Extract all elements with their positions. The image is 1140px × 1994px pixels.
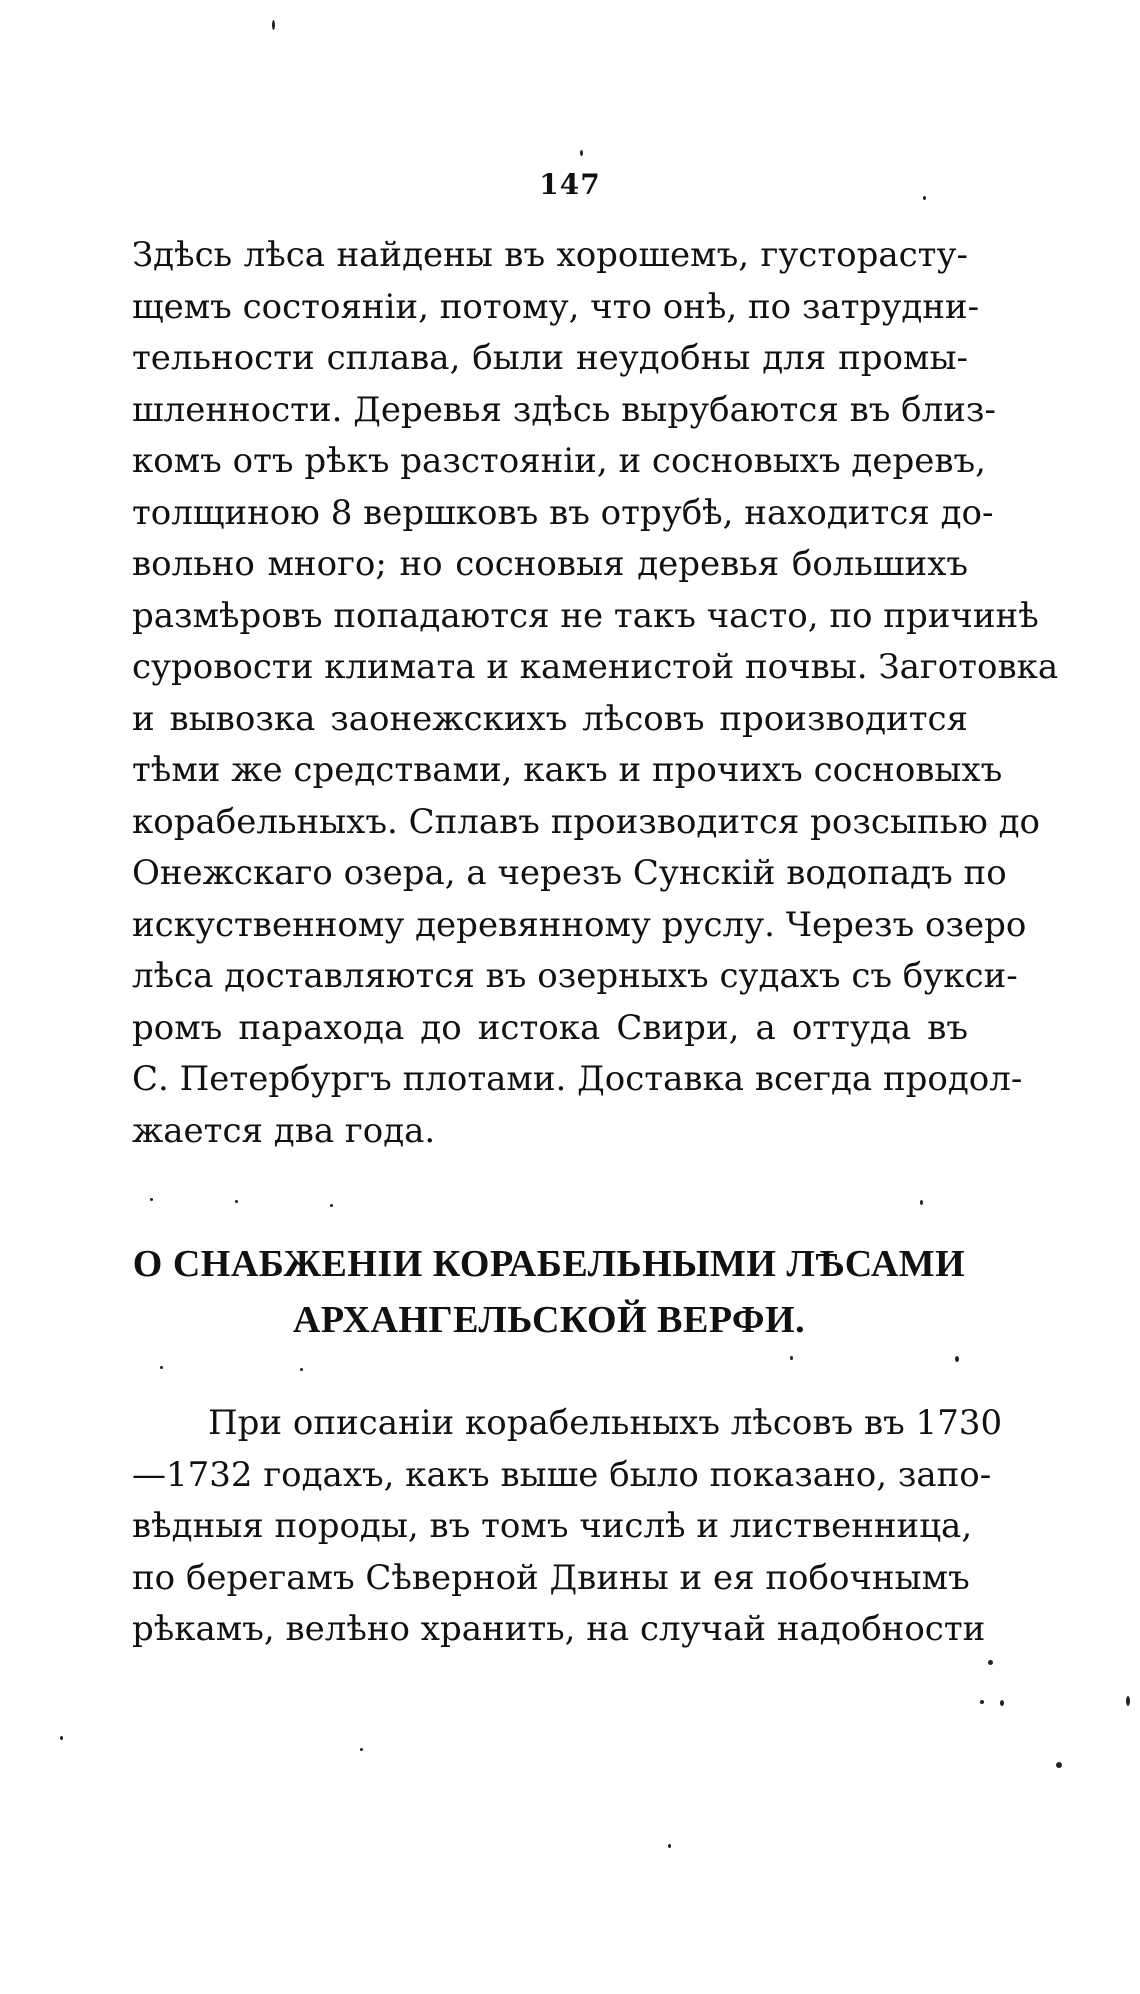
scan-speck [980, 1700, 984, 1704]
text-line: искуственному деревянному руслу. Черезъ озеро [132, 904, 1027, 945]
scan-speck [988, 1660, 993, 1665]
scan-speck [955, 1356, 959, 1362]
text-line: суровости климата и каменистой почвы. Заготовка [132, 647, 1059, 687]
scan-speck [923, 196, 926, 200]
scan-speck [580, 150, 583, 156]
section-heading [120, 1236, 978, 1348]
scan-speck [1126, 1696, 1130, 1706]
text-line: шленности. Деревья здѣсь вырубаются въ близ- [132, 389, 996, 430]
scan-speck [668, 1844, 671, 1848]
scan-speck [920, 1200, 923, 1205]
paragraph-arkhangelsk [132, 1398, 1003, 1656]
section-heading-line: О СНАБЖЕНІИ КОРАБЕЛЬНЫМИ ЛѢСАМИ [132, 1243, 966, 1285]
scan-speck [300, 1368, 303, 1371]
text-line: тельности сплава, были неудобны для промы- [132, 338, 968, 378]
scan-speck [235, 1200, 238, 1203]
scan-speck [790, 1356, 793, 1360]
text-line: жается два года. [132, 1110, 436, 1151]
text-line: толщиною 8 вершковъ въ отрубѣ, находится до- [132, 492, 994, 533]
text-line: Здѣсь лѣса найдены въ хорошемъ, густорасту- [132, 235, 968, 275]
text-line: —1732 годахъ, какъ выше было показано, запо- [132, 1454, 992, 1495]
scan-speck [330, 1204, 333, 1207]
page-number: 147 [539, 168, 601, 201]
scan-speck [150, 1198, 153, 1201]
text-line: рѣкамъ, велѣно хранить, на случай надобности [132, 1609, 986, 1649]
text-line: щемъ состояніи, потому, что онѣ, по затрудни- [132, 286, 980, 327]
scan-speck [1000, 1700, 1004, 1706]
text-line: Онежскаго озера, а черезъ Сунскій водопадъ по [132, 853, 1007, 893]
text-line: тѣми же средствами, какъ и прочихъ сосновыхъ [132, 750, 1003, 790]
text-line: При описаніи корабельныхъ лѣсовъ въ 1730 [208, 1403, 1003, 1443]
text-line: лѣса доставляются въ озерныхъ судахъ съ букси- [132, 956, 1018, 996]
scan-speck [60, 1736, 63, 1740]
paragraph-forest-description [132, 230, 1059, 1157]
text-line: С. Петербургъ плотами. Доставка всегда продол- [132, 1059, 1023, 1099]
text-line: вольно много; но сосновыя деревья большихъ [132, 544, 968, 584]
text-line: по берегамъ Сѣверной Двины и ея побочнымъ [132, 1557, 970, 1598]
text-line: и вывозка заонежскихъ лѣсовъ производится [132, 698, 968, 739]
section-heading-line: АРХАНГЕЛЬСКОЙ ВЕРФИ. [292, 1299, 806, 1341]
text-line: корабельныхъ. Сплавъ производится розсыпью до [132, 801, 1041, 842]
scan-speck [360, 1748, 363, 1751]
scan-speck [272, 20, 275, 30]
scan-speck [160, 1366, 163, 1369]
text-line: размѣровъ попадаются не такъ часто, по причинѣ [132, 595, 1039, 636]
scan-speck [1056, 1762, 1062, 1768]
text-line: вѣдныя породы, въ томъ числѣ и лиственница, [132, 1506, 973, 1546]
text-line: комъ отъ рѣкъ разстояніи, и сосновыхъ деревъ, [132, 441, 986, 481]
text-line: ромъ парахода до истока Свири, а оттуда въ [132, 1007, 968, 1048]
